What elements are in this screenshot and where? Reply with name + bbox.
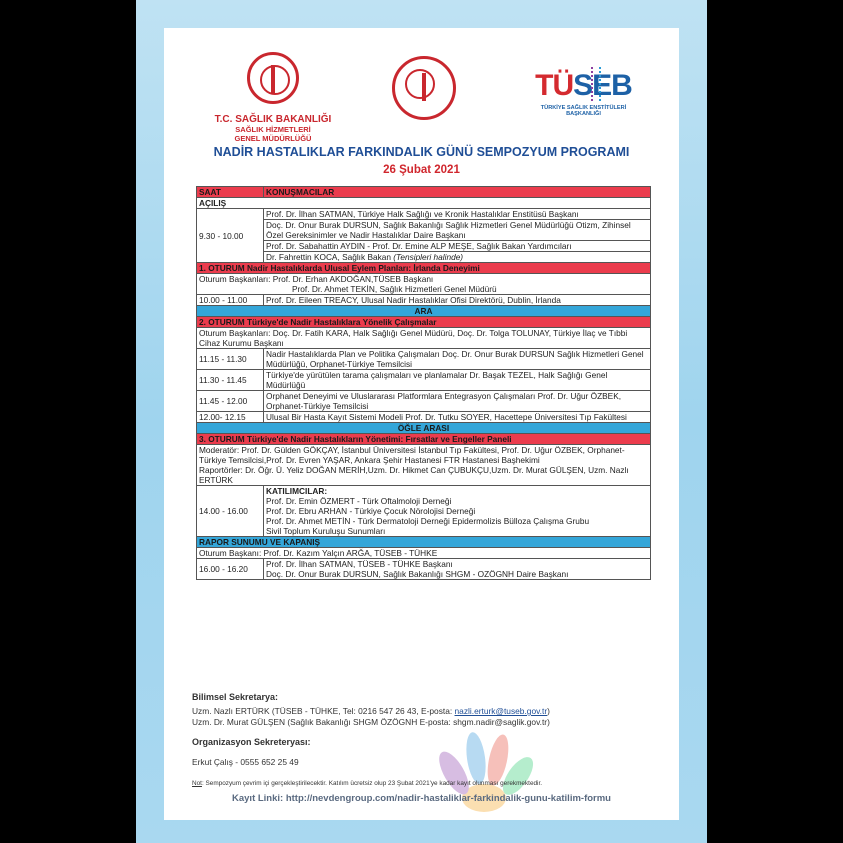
health-ministry-seal <box>389 56 459 120</box>
table-row: 11.45 - 12.00 Orphanet Deneyimi ve Uluslararası Platformlara Entegrasyon Çalışmaları Prof. Dr. Uğur ÖZBEK, Orphanet-Türkiye Temsilcisi <box>197 391 651 412</box>
ministry-emblem-icon <box>247 52 299 104</box>
session-header: 3. OTURUM Türkiye'de Nadir Hastalıkların Yönetimi: Fırsatlar ve Engeller Paneli <box>197 434 651 445</box>
table-row: 10.00 - 11.00 Prof. Dr. Eileen TREACY, Ulusal Nadir Hastalıklar Ofisi Direktörü, Dublin, İrlanda <box>197 295 651 306</box>
program-poster <box>164 28 679 820</box>
registration-link[interactable]: Kayıt Linki: http://nevdengroup.com/nadir-hastaliklar-farkindalik-gunu-katilim-formu <box>232 793 611 804</box>
closing-header: RAPOR SUNUMU VE KAPANIŞ <box>197 537 651 548</box>
seal-icon <box>392 56 456 120</box>
tuseb-wordmark: TÜSEB <box>535 69 632 102</box>
table-row: Doç. Dr. Onur Burak DURSUN, Sağlık Bakanlığı Sağlık Hizmetleri Genel Müdürlüğü Otizm, Zihinsel Özel Gereksinimler ve Nadir Hastalıklar Daire Başkanı <box>197 220 651 241</box>
tuseb-logo: TÜSEB TÜRKİYE SAĞLIK ENSTİTÜLERİ BAŞKANLIĞI <box>526 71 641 117</box>
lunch-break-row: ÖĞLE ARASI <box>197 423 651 434</box>
table-row: Oturum Başkanları: Doç. Dr. Fatih KARA, Halk Sağlığı Genel Müdürü, Doç. Dr. Tolga TOLUNAY, Türkiye İlaç ve Tıbbi Cihaz Kurumu Başkanı <box>197 328 651 349</box>
table-row: 11.30 - 11.45 Türkiye'de yürütülen tarama çalışmaları ve planlamalar Dr. Başak TEZEL, Halk Sağlığı Genel Müdürlüğü <box>197 370 651 391</box>
program-table <box>196 186 651 580</box>
table-row: 16.00 - 16.20 Prof. Dr. İlhan SATMAN, TÜSEB - TÜHKE Başkanı Doç. Dr. Onur Burak DURSUN, Sağlık Bakanlığı SHGM - OZÖGNH Daire Başkanı <box>197 559 651 580</box>
event-date: 26 Şubat 2021 <box>383 164 460 176</box>
email-link[interactable]: nazli.erturk@tuseb.gov.tr <box>454 706 548 716</box>
table-row: Oturum Başkanı: Prof. Dr. Kazım Yalçın ARĞA, TÜSEB - TÜHKE <box>197 548 651 559</box>
table-row: Dr. Fahrettin KOCA, Sağlık Bakan (Tensipleri halinde) <box>197 252 651 263</box>
footer: Bilimsel Sekretarya: Uzm. Nazlı ERTÜRK (TÜSEB - TÜHKE, Tel: 0216 547 26 43, E-posta: nazli.erturk@tuseb.gov.tr) Uzm. Dr. Murat GÜLŞEN (Sağlık Bakanlığı SHGM ÖZÖGNH E-posta: shgm.nadir@saglik.gov.tr) Organizasyon Sekreteryası: Erkut Çalış - 0555 652 25 49 Not: Sempozyum çevrim içi gerçekleştirilecektir. Katılım ücretsiz olup 23 Şubat 2021'ye kadar kayıt olunması gerekmektedir. <box>192 692 550 787</box>
session-header: 2. OTURUM Türkiye'de Nadir Hastalıklara Yönelik Çalışmalar <box>197 317 651 328</box>
table-row: Prof. Dr. Sabahattin AYDIN - Prof. Dr. Emine ALP MEŞE, Sağlık Bakan Yardımcıları <box>197 241 651 252</box>
session-header: 1. OTURUM Nadir Hastalıklarda Ulusal Eylem Planları: İrlanda Deneyimi <box>197 263 651 274</box>
table-row: 14.00 - 16.00 KATILIMCILAR: Prof. Dr. Emin ÖZMERT - Türk Oftalmoloji Derneği Prof. Dr. Ebru ARHAN - Türkiye Çocuk Nörolojisi Derneği Prof. Dr. Ahmet METİN - Türk Dermatoloji Derneği Epidermolizis Bülloza Çalışma Grubu Sivil Toplum Kuruluşu Sunumları <box>197 486 651 537</box>
table-row: AÇILIŞ <box>197 198 651 209</box>
table-row: Moderatör: Prof. Dr. Gülden GÖKÇAY, İstanbul Üniversitesi İstanbul Tıp Fakültesi, Prof. Dr. Uğur ÖZBEK, Orphanet-Türkiye Temsilcisi,Prof. Dr. Evren YAŞAR, Ankara Şehir Hastanesi FTR Hastanesi Başhekimi Raportörler: Dr. Öğr. Ü. Yeliz DOĞAN MERİH,Uzm. Dr. Hikmet Can ÇUBUKÇU,Uzm. Dr. Murat GÜLŞEN, Uzm. Nazlı ERTÜRK <box>197 445 651 486</box>
table-row: Oturum Başkanları: Prof. Dr. Erhan AKDOĞAN,TÜSEB Başkanı Prof. Dr. Ahmet TEKİN, Sağlık Hizmetleri Genel Müdürü <box>197 274 651 295</box>
break-row: ARA <box>197 306 651 317</box>
table-header-row: SAAT KONUŞMACILAR <box>197 187 651 198</box>
table-row: 12.00- 12.15 Ulusal Bir Hasta Kayıt Sistemi Modeli Prof. Dr. Tutku SOYER, Hacettepe Üniversitesi Tıp Fakültesi <box>197 412 651 423</box>
table-row: 9.30 - 10.00 Prof. Dr. İlhan SATMAN, Türkiye Halk Sağlığı ve Kronik Hastalıklar Enstitüsü Başkanı <box>197 209 651 220</box>
table-row: 11.15 - 11.30 Nadir Hastalıklarda Plan ve Politika Çalışmaları Doç. Dr. Onur Burak DURSUN Sağlık Hizmetleri Genel Müdürlüğü, Orphanet-Türkiye Temsilcisi <box>197 349 651 370</box>
saglik-bakanligi-logo: T.C. SAĞLIK BAKANLIĞI SAĞLIK HİZMETLERİ GENEL MÜDÜRLÜĞÜ <box>208 52 338 143</box>
dna-icon <box>591 67 601 101</box>
page-title: NADİR HASTALIKLAR FARKINDALIK GÜNÜ SEMPOZYUM PROGRAMI <box>213 145 630 159</box>
